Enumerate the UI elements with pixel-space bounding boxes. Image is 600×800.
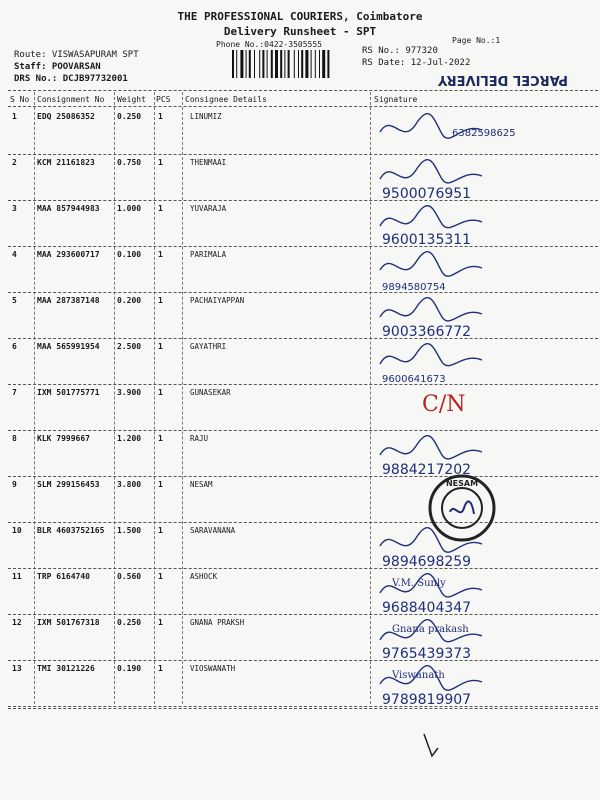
row-weight: 3.800 (117, 480, 142, 489)
row-weight: 3.900 (117, 388, 142, 397)
signature-phone: 9600135311 (382, 232, 472, 248)
row-pcs: 1 (158, 388, 163, 397)
signature (372, 342, 598, 388)
row-consignee: THENMAAI (190, 158, 227, 167)
row-pcs: 1 (158, 296, 163, 305)
page-number: Page No.:1 (452, 36, 501, 45)
row-consignment: BLR 4603752165 (37, 526, 105, 535)
row-consignee: PACHAIYAPPAN (190, 296, 245, 305)
col-sno: S No (10, 95, 30, 104)
row-consignment: SLM 299156453 (37, 480, 100, 489)
row-consignment: KCM 21161823 (37, 158, 95, 167)
signature (372, 204, 598, 250)
table-row (0, 572, 600, 618)
runsheet-subtitle: Delivery Runsheet - SPT (223, 25, 377, 38)
table-row (0, 204, 600, 250)
row-weight: 0.190 (117, 664, 142, 673)
row-divider (8, 154, 598, 155)
row-consignee: LINUMIZ (190, 112, 222, 121)
signature-stroke (380, 206, 482, 228)
row-divider (8, 338, 598, 339)
signature-phone: 9894580754 (382, 282, 446, 293)
signature-phone: 9688404347 (382, 600, 472, 616)
signature-stroke (380, 252, 482, 277)
row-weight: 0.200 (117, 296, 142, 305)
signature (372, 664, 598, 710)
row-consignment: MAA 293600717 (37, 250, 100, 259)
row-weight: 1.500 (117, 526, 142, 535)
signature-phone: 9789819907 (382, 692, 472, 708)
row-consignee: RAJU (190, 434, 209, 443)
row-consignee: VIOSWANATH (190, 664, 236, 673)
row-weight: 2.500 (117, 342, 142, 351)
signature-phone: 9884217202 (382, 462, 472, 478)
signature-stroke (380, 160, 482, 183)
signature (372, 112, 598, 158)
table-row (0, 250, 600, 296)
rs-number: RS No.: 977320 (362, 46, 438, 56)
signature-phone: 9894698259 (382, 554, 472, 570)
row-sno: 7 (12, 388, 17, 397)
header-top-rule (8, 90, 598, 91)
row-consignment: IXM 501775771 (37, 388, 100, 397)
row-consignment: MAA 565991954 (37, 342, 100, 351)
signature-phone: 9500076951 (382, 186, 472, 202)
row-sno: 5 (12, 296, 17, 305)
row-pcs: 1 (158, 204, 163, 213)
row-sno: 8 (12, 434, 17, 443)
signature-stroke (380, 298, 482, 321)
signature-phone: 9600641673 (382, 374, 446, 385)
row-weight: 0.100 (117, 250, 142, 259)
footer-rule (8, 708, 598, 709)
col-pcs: PCS (156, 95, 171, 104)
row-divider (8, 660, 598, 661)
row-sno: 2 (12, 158, 17, 167)
row-divider (8, 200, 598, 201)
parcel-delivery-stamp (437, 66, 569, 100)
table-row (0, 388, 600, 434)
row-divider (8, 246, 598, 247)
signature (372, 572, 598, 618)
row-pcs: 1 (158, 526, 163, 535)
phone-number: Phone No.:0422-3505555 (216, 40, 322, 49)
round-stamp (426, 472, 498, 544)
row-weight: 0.250 (117, 618, 142, 627)
row-sno: 12 (12, 618, 22, 627)
row-consignment: EDQ 25086352 (37, 112, 95, 121)
row-pcs: 1 (158, 112, 163, 121)
row-pcs: 1 (158, 480, 163, 489)
signature (372, 296, 598, 342)
table-row (0, 342, 600, 388)
col-signature: Signature (374, 95, 418, 104)
col-consignee: Consignee Details (185, 95, 267, 104)
row-sno: 9 (12, 480, 17, 489)
table-row (0, 480, 600, 526)
row-divider (8, 522, 598, 523)
row-weight: 1.000 (117, 204, 142, 213)
row-pcs: 1 (158, 618, 163, 627)
row-sno: 1 (12, 112, 17, 121)
route: Route: VISWASAPURAM SPT (14, 50, 139, 60)
stamp-text: PARCEL DELIVERY (437, 72, 569, 87)
col-weight: Weight (117, 95, 146, 104)
row-divider (8, 476, 598, 477)
table-row (0, 618, 600, 664)
row-sno: 11 (12, 572, 22, 581)
signature-name: Gnana prakash (392, 624, 469, 635)
signature-name: Viswanath (392, 670, 445, 681)
signature-phone: 6382598625 (452, 128, 516, 139)
row-divider (8, 614, 598, 615)
row-consignee: GAYATHRI (190, 342, 227, 351)
row-consignee: SARAVANANA (190, 526, 236, 535)
signature (372, 158, 598, 204)
row-consignment: MAA 857944983 (37, 204, 100, 213)
row-divider (8, 706, 598, 707)
signature (372, 618, 598, 664)
row-weight: 0.750 (117, 158, 142, 167)
row-consignment: TMI 30121226 (37, 664, 95, 673)
row-weight: 1.200 (117, 434, 142, 443)
drs-number: DRS No.: DCJB97732001 (14, 74, 128, 84)
table-row (0, 664, 600, 710)
signature (372, 388, 598, 434)
table-row (0, 526, 600, 572)
stamp-label: NESAM (445, 479, 479, 488)
row-divider (8, 292, 598, 293)
row-sno: 6 (12, 342, 17, 351)
table-row (0, 434, 600, 480)
row-consignee: GNANA PRAKSH (190, 618, 245, 627)
table-row (0, 112, 600, 158)
row-pcs: 1 (158, 572, 163, 581)
row-pcs: 1 (158, 158, 163, 167)
company-title: THE PROFESSIONAL COURIERS, Coimbatore (177, 10, 423, 23)
row-weight: 0.560 (117, 572, 142, 581)
row-consignee: YUVARAJA (190, 204, 227, 213)
row-consignment: IXM 501767318 (37, 618, 100, 627)
row-consignee: GUNASEKAR (190, 388, 231, 397)
table-row (0, 158, 600, 204)
table-row (0, 296, 600, 342)
signature-stroke (380, 344, 482, 366)
row-sno: 13 (12, 664, 22, 673)
row-sno: 4 (12, 250, 17, 259)
row-pcs: 1 (158, 434, 163, 443)
row-pcs: 1 (158, 342, 163, 351)
row-pcs: 1 (158, 664, 163, 673)
signature-name: V.M. Sunly (392, 578, 446, 589)
signature (372, 250, 598, 296)
cn-text: C/N (422, 392, 466, 417)
row-consignee: ASHOCK (190, 572, 218, 581)
row-divider (8, 430, 598, 431)
pen-mark (418, 726, 448, 766)
signature-phone: 9765439373 (382, 646, 472, 662)
staff: Staff: POOVARSAN (14, 62, 101, 72)
row-weight: 0.250 (117, 112, 142, 121)
row-pcs: 1 (158, 250, 163, 259)
col-consignment: Consignment No (37, 95, 105, 104)
row-divider (8, 384, 598, 385)
row-divider (8, 568, 598, 569)
row-consignee: NESAM (190, 480, 213, 489)
cn-mark (414, 385, 474, 421)
header-bottom-rule (8, 106, 598, 107)
row-sno: 3 (12, 204, 17, 213)
signature-stroke (380, 436, 482, 459)
rs-date: RS Date: 12-Jul-2022 (362, 58, 471, 68)
row-consignment: TRP 6164740 (37, 572, 90, 581)
signature-phone: 9003366772 (382, 324, 472, 340)
row-consignment: KLK 7999667 (37, 434, 90, 443)
row-sno: 10 (12, 526, 22, 535)
row-consignment: MAA 287387148 (37, 296, 100, 305)
row-consignee: PARIMALA (190, 250, 227, 259)
barcode (232, 50, 354, 78)
